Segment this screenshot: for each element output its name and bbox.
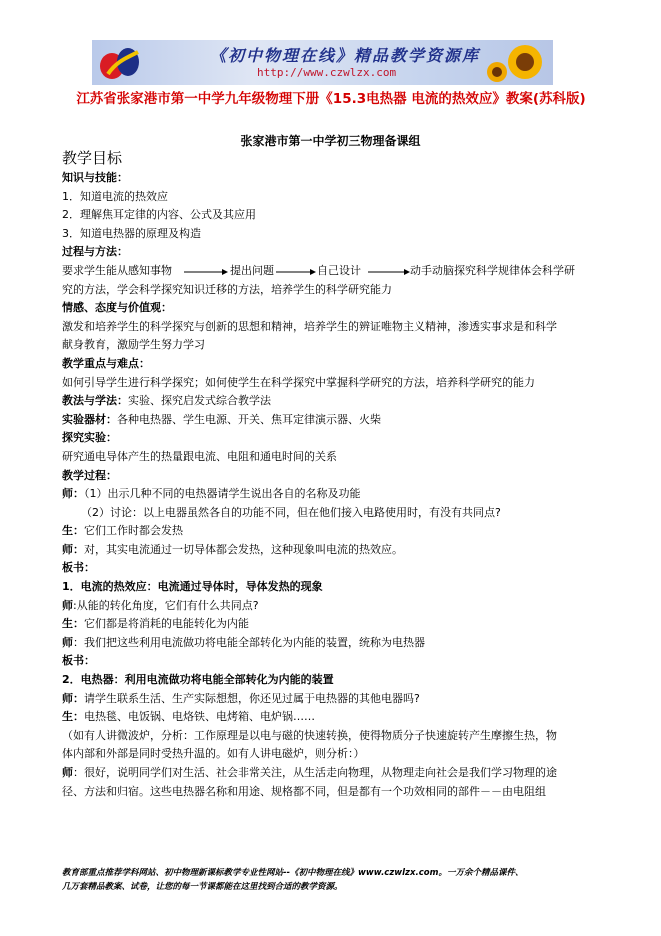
process-step-3: 自己设计 [317,263,361,277]
sunflower-icon [485,42,549,83]
dialogue-line: 径、方法和归宿。这些电热器名称和用途、规格都不同，但是都有一个功效相同的部件－－由电阻组 [62,784,546,798]
speaker-label: 生： [62,710,84,724]
key-points-text: 如何引导学生进行科学探究；如何使学生在科学探究中掌握科学研究的方法，培养科学研究的能力 [62,375,535,389]
page-footer [62,866,602,894]
board-title-2: 2．电热器：利用电流做功将电能全部转化为内能的装置 [62,673,334,687]
methods-line [62,392,592,411]
speaker-label: 生： [62,617,84,631]
dialogue-text: 它们工作时都会发热 [84,524,183,538]
speaker-label: 师 [62,635,73,649]
methods-text: 实验、探究启发式综合教学法 [128,394,271,408]
process-flow [62,262,592,281]
dialogue-text: ：很好，说明同学们对生活、社会非常关注，从生活走向物理，从物理走向社会是我们学习物理的途 [73,766,557,779]
knowledge-item-2: 2．理解焦耳定律的内容、公式及其应用 [62,208,256,222]
dialogue-text: 请学生联系生活、生产实际想想，你还见过属于电热器的其他电器吗? [84,691,420,705]
dialogue-line [62,634,592,653]
knowledge-heading: 知识与技能： [62,171,128,184]
dialogue-text: 它们都是将消耗的电能转化为内能 [84,617,249,631]
board-title-1: 1．电流的热效应：电流通过导体时，导体发热的现象 [62,580,323,594]
header-banner [92,40,553,85]
document-subtitle: 张家港市第一中学初三物理备课组 [240,134,421,148]
note-line: 体内部和外部是同时受热升温的。如有人讲电磁炉，则分析：） [62,747,365,761]
methods-label: 教法与学法： [62,394,128,408]
dialogue-text: （1）出示几种不同的电热器请学生说出各自的名称及功能 [84,487,361,501]
inquiry-text: 研究通电导体产生的热量跟电流、电阻和通电时间的关系 [62,449,337,463]
process-step-2: 提出问题 [230,263,274,277]
speaker-label: 师： [62,542,84,556]
arrow-right-icon [368,269,410,275]
process-step-1: 要求学生能从感知事物 [62,263,172,277]
knowledge-item-1: 1．知道电流的热效应 [62,189,168,203]
dialogue-line [62,690,592,709]
footer-line-1: 教育部重点推荐学科网站、初中物理新课标教学专业性网站--《初中物理在线》www.czwlzx.com。一万余个精品课件、 [62,868,524,878]
process-heading: 过程与方法： [62,245,128,259]
emotion-text-1: 激发和培养学生的科学探究与创新的思想和精神，培养学生的辨证唯物主义精神，渗透实事求是和科学 [62,319,557,333]
knowledge-item-3: 3．知道电热器的原理及构造 [62,226,201,240]
dialogue-text: 对，其实电流通过一切导体都会发热，这种现象叫电流的热效应。 [84,542,403,556]
section-heading: 教学目标 [62,149,123,167]
process-step-4: 动手动脑探究科学规律体会科学研 [410,263,575,277]
banner-title: 《初中物理在线》精品教学资源库 [210,46,481,65]
arrow-right-icon [276,269,316,275]
dialogue-line [62,522,592,541]
equipment-label: 实验器材： [62,412,117,426]
speaker-label: 生： [62,524,84,538]
speaker-label: 师 [62,766,73,779]
banner-url[interactable]: http://www.czwlzx.com [257,66,397,79]
dialogue-text: 电热毯、电饭锅、电烙铁、电烤箱、电炉锅…… [84,710,315,724]
equipment-line [62,411,592,430]
emotion-heading: 情感、态度与价值观： [62,301,172,315]
speaker-label: 师： [62,691,84,705]
emotion-text-2: 献身教育，激励学生努力学习 [62,338,205,352]
arrow-right-icon [184,269,228,275]
document-body [62,148,592,801]
dialogue-line [62,615,592,634]
dialogue-line [62,764,592,783]
dialogue-line [62,597,592,616]
process-text: 究的方法，学会科学探究知识迁移的方法，培养学生的科学研究能力 [62,282,392,296]
dialogue-line [62,541,592,560]
dialogue-text: :从能的转化角度，它们有什么共同点? [73,598,259,612]
site-logo-icon [98,44,142,81]
footer-line-2: 几万套精品教案、试卷，让您的每一节课都能在这里找到合适的教学资源。 [62,882,343,892]
key-points-heading: 教学重点与难点： [62,356,150,370]
note-line: （如有人讲微波炉，分析：工作原理是以电与磁的快速转换，使得物质分子快速旋转产生摩擦生热，物 [62,728,557,742]
board-heading-1: 板书： [62,561,95,575]
inquiry-heading: 探究实验： [62,431,117,445]
equipment-text: 各种电热器、学生电源、开关、焦耳定律演示器、火柴 [117,412,381,426]
teaching-process-heading: 教学过程： [62,468,117,482]
dialogue-text: ：我们把这些利用电流做功将电能全部转化为内能的装置，统称为电热器 [73,635,425,649]
speaker-label: 师 [62,598,73,612]
speaker-label: 师： [62,487,84,501]
dialogue-line [62,485,592,504]
document-title: 江苏省张家港市第一中学九年级物理下册《15.3电热器 电流的热效应》教案(苏科版) [76,91,586,107]
dialogue-line [62,708,592,727]
dialogue-line: （2）讨论：以上电器虽然各自的功能不同，但在他们接入电路使用时，有没有共同点? [81,505,501,519]
board-heading-2: 板书： [62,654,95,668]
